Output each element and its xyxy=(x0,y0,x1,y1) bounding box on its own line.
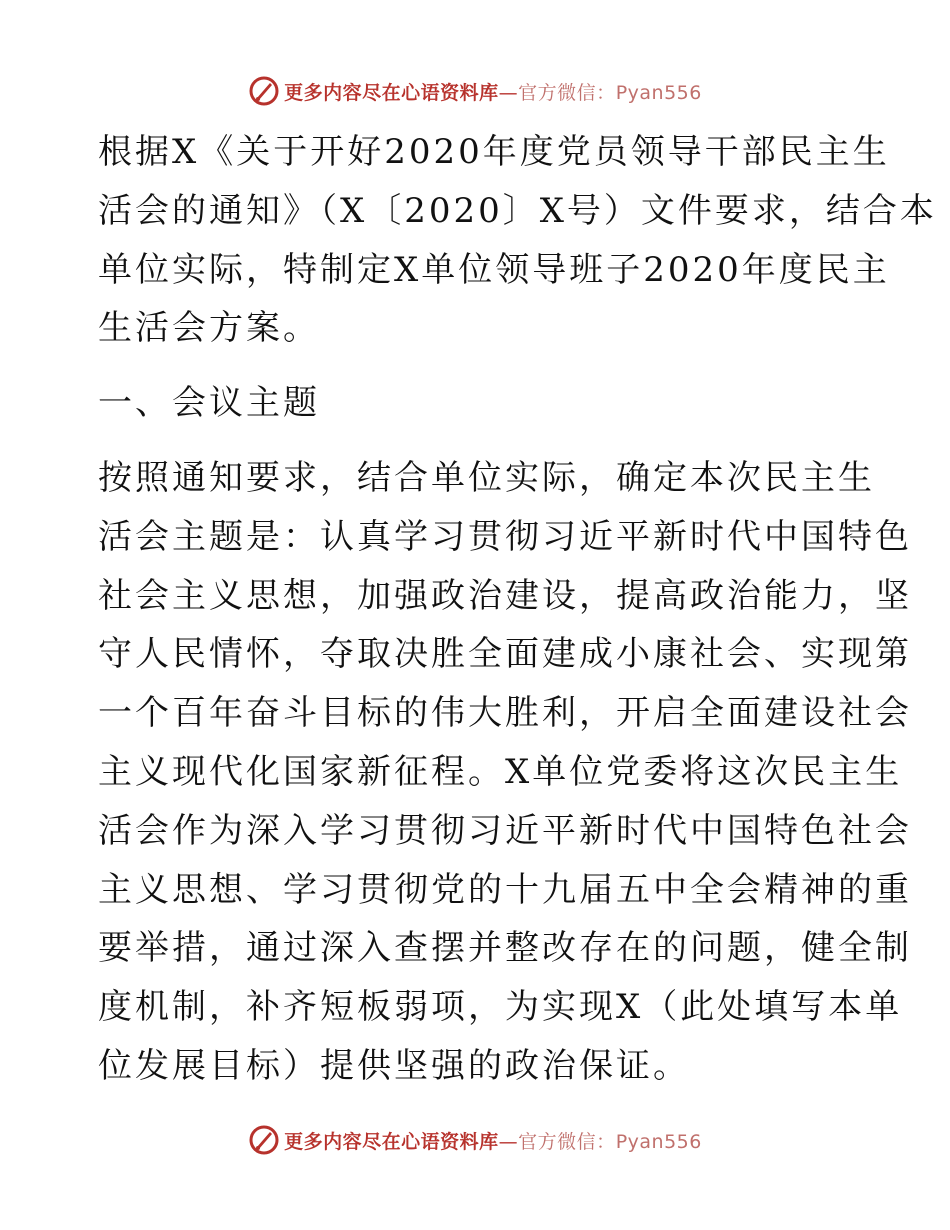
text-line: 活会的通知》（X〔2020〕X号）文件要求，结合本 xyxy=(98,190,937,231)
watermark-dash: — xyxy=(498,1130,519,1153)
watermark-handle: Pyan556 xyxy=(615,81,702,104)
section-heading xyxy=(98,374,858,433)
footer-watermark xyxy=(0,1120,950,1160)
text-line: 要举措，通过深入查摆并整改存在的问题，健全制 xyxy=(98,928,912,969)
text-line: 活会主题是：认真学习贯彻习近平新时代中国特色 xyxy=(98,516,912,557)
text-line: 按照通知要求，结合单位实际，确定本次民主生 xyxy=(98,457,875,498)
text-line: 主义现代化国家新征程。X单位党委将这次民主生 xyxy=(98,751,903,792)
text-line: 位发展目标）提供坚强的政治保证。 xyxy=(98,1045,690,1086)
text-line: 一个百年奋斗目标的伟大胜利，开启全面建设社会 xyxy=(98,693,912,734)
document-body xyxy=(98,123,937,1096)
quill-logo-icon xyxy=(248,75,280,107)
heading-line: 一、会议主题 xyxy=(98,383,320,424)
paragraph-intro xyxy=(98,123,937,358)
text-line: 守人民情怀，夺取决胜全面建成小康社会、实现第 xyxy=(98,634,912,675)
watermark-main: 更多内容尽在心语资料库 xyxy=(284,81,499,104)
paragraph-theme xyxy=(98,449,912,1096)
quill-logo-icon xyxy=(248,1124,280,1156)
watermark-text xyxy=(284,1127,702,1154)
text-line: 单位实际，特制定X单位领导班子2020年度民主 xyxy=(98,249,890,290)
text-line: 主义思想、学习贯彻党的十九届五中全会精神的重 xyxy=(98,869,912,910)
text-line: 活会作为深入学习贯彻习近平新时代中国特色社会 xyxy=(98,810,912,851)
text-line: 根据X《关于开好2020年度党员领导干部民主生 xyxy=(98,132,890,172)
text-line: 生活会方案。 xyxy=(98,308,320,349)
header-watermark xyxy=(0,71,950,111)
watermark-main: 更多内容尽在心语资料库 xyxy=(284,1130,499,1153)
text-line: 度机制，补齐短板弱项，为实现X（此处填写本单 xyxy=(98,987,903,1028)
watermark-wechat-label: 官方微信： xyxy=(518,1130,616,1153)
watermark-text xyxy=(284,78,702,105)
watermark-wechat-label: 官方微信： xyxy=(518,81,616,104)
text-line: 社会主义思想，加强政治建设，提高政治能力，坚 xyxy=(98,575,912,616)
watermark-dash: — xyxy=(498,81,519,104)
watermark-handle: Pyan556 xyxy=(615,1130,702,1153)
